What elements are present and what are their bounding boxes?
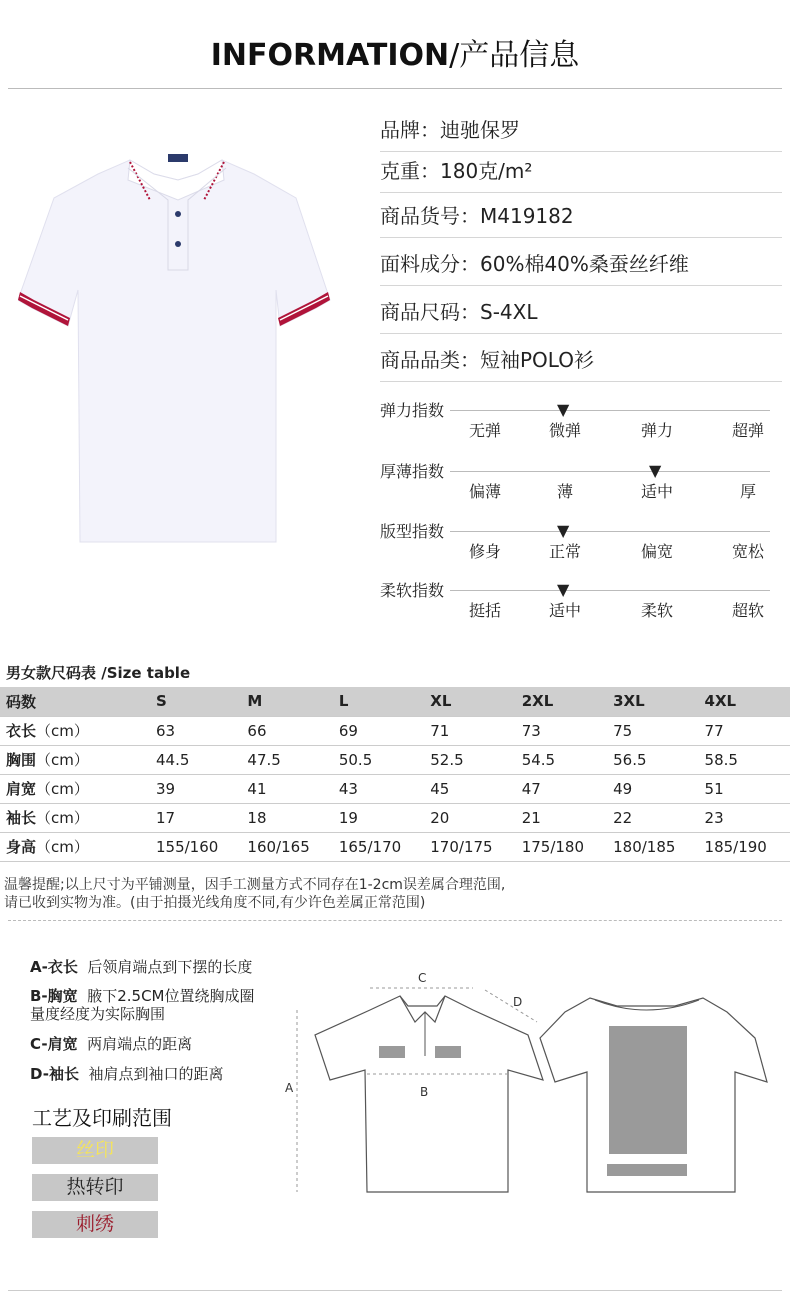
cell: 20 bbox=[424, 803, 515, 832]
spec-item-number: 商品货号：M419182 bbox=[380, 190, 782, 238]
index-option: 弹力 bbox=[640, 421, 673, 440]
cell: 165/170 bbox=[333, 832, 424, 861]
cell: 185/190 bbox=[699, 832, 790, 861]
size-table-header bbox=[0, 687, 790, 716]
cell: 41 bbox=[241, 774, 332, 803]
row-unit: （cm） bbox=[36, 780, 89, 798]
index-option: 偏薄 bbox=[468, 482, 501, 501]
cell: 50.5 bbox=[333, 745, 424, 774]
row-unit: （cm） bbox=[36, 751, 89, 769]
row-label: 身高 bbox=[6, 838, 37, 856]
cell: 175/180 bbox=[516, 832, 607, 861]
spec-weight: 克重：180克/m² bbox=[380, 145, 782, 193]
page-title: INFORMATION/产品信息 bbox=[210, 38, 580, 73]
index-label: 弹力指数 bbox=[380, 401, 445, 420]
row-label: 肩宽 bbox=[6, 780, 37, 798]
cell: 44.5 bbox=[150, 745, 241, 774]
cell: 47.5 bbox=[241, 745, 332, 774]
cell: 43 bbox=[333, 774, 424, 803]
cell: 39 bbox=[150, 774, 241, 803]
cell: 69 bbox=[333, 716, 424, 745]
index-option: 厚 bbox=[739, 482, 756, 501]
silk-print-area bbox=[379, 1046, 405, 1058]
index-option: 适中 bbox=[640, 482, 673, 501]
cell: 71 bbox=[424, 716, 515, 745]
section-divider bbox=[8, 920, 782, 921]
cell: 56.5 bbox=[607, 745, 698, 774]
cell: 18 bbox=[241, 803, 332, 832]
craft-title: 工艺及印刷范围 bbox=[32, 1106, 172, 1130]
label-a: A bbox=[285, 1081, 294, 1095]
row-label: 胸围 bbox=[6, 751, 37, 769]
index-option: 适中 bbox=[548, 601, 581, 620]
bottom-divider bbox=[8, 1290, 782, 1291]
index-marker-icon: ▼ bbox=[557, 521, 570, 540]
cell: 73 bbox=[516, 716, 607, 745]
cell: 160/165 bbox=[241, 832, 332, 861]
index-marker-icon: ▼ bbox=[557, 580, 570, 599]
index-label: 柔软指数 bbox=[380, 581, 445, 600]
size-col: M bbox=[241, 687, 332, 716]
definition-d: D-袖长 袖肩点到袖口的距离 bbox=[30, 1065, 224, 1083]
index-option: 超弹 bbox=[731, 421, 764, 440]
measurement-note-line2: 请已收到实物为准。(由于拍摄光线角度不同,有少许色差属正常范围) bbox=[4, 895, 426, 911]
table-row bbox=[0, 745, 790, 774]
size-col: 3XL bbox=[607, 687, 698, 716]
embroidery-area bbox=[607, 1164, 687, 1176]
size-table bbox=[0, 687, 790, 862]
cell: 54.5 bbox=[516, 745, 607, 774]
cell: 45 bbox=[424, 774, 515, 803]
index-option: 修身 bbox=[468, 542, 501, 561]
index-option: 挺括 bbox=[468, 601, 501, 620]
row-unit: （cm） bbox=[36, 809, 89, 827]
label-b: B bbox=[420, 1085, 429, 1099]
size-col: L bbox=[333, 687, 424, 716]
index-option: 超软 bbox=[731, 601, 764, 620]
definition-b-cont: 量度经度为实际胸围 bbox=[30, 1005, 166, 1023]
cell: 21 bbox=[516, 803, 607, 832]
measurement-diagram bbox=[275, 960, 780, 1200]
cell: 75 bbox=[607, 716, 698, 745]
table-row bbox=[0, 803, 790, 832]
cell: 49 bbox=[607, 774, 698, 803]
cell: 77 bbox=[699, 716, 790, 745]
cell: 19 bbox=[333, 803, 424, 832]
table-row bbox=[0, 716, 790, 745]
index-option: 微弹 bbox=[548, 421, 581, 440]
index-marker-icon: ▼ bbox=[649, 461, 662, 480]
label-d: D bbox=[513, 995, 523, 1009]
spec-size-range: 商品尺码：S-4XL bbox=[380, 286, 782, 334]
cell: 51 bbox=[699, 774, 790, 803]
index-scale-line bbox=[450, 471, 770, 472]
index-scale-line bbox=[450, 410, 770, 411]
cell: 52.5 bbox=[424, 745, 515, 774]
index-option: 薄 bbox=[556, 482, 573, 501]
product-polo-image bbox=[18, 140, 338, 550]
spec-fabric: 面料成分：60%棉40%桑蚕丝纤维 bbox=[380, 238, 782, 286]
table-row bbox=[0, 832, 790, 861]
cell: 23 bbox=[699, 803, 790, 832]
cell: 63 bbox=[150, 716, 241, 745]
size-col: XL bbox=[424, 687, 515, 716]
label-c: C bbox=[418, 971, 427, 985]
cell: 17 bbox=[150, 803, 241, 832]
size-col: S bbox=[150, 687, 241, 716]
title-divider bbox=[8, 88, 782, 89]
size-table-title: 男女款尺码表 /Size table bbox=[6, 664, 191, 682]
definition-b: B-胸宽 腋下2.5CM位置绕胸成圈 bbox=[30, 987, 255, 1005]
spec-category: 商品品类：短袖POLO衫 bbox=[380, 334, 782, 382]
index-option: 无弹 bbox=[468, 421, 501, 440]
craft-embroidery: 刺绣 bbox=[32, 1211, 158, 1238]
index-scale-line bbox=[450, 531, 770, 532]
craft-heat-transfer: 热转印 bbox=[32, 1174, 158, 1201]
cell: 58.5 bbox=[699, 745, 790, 774]
spec-brand: 品牌：迪驰保罗 bbox=[380, 104, 782, 152]
row-label: 衣长 bbox=[6, 722, 37, 740]
row-unit: （cm） bbox=[36, 722, 89, 740]
size-col: 4XL bbox=[699, 687, 790, 716]
cell: 170/175 bbox=[424, 832, 515, 861]
cell: 22 bbox=[607, 803, 698, 832]
craft-silk-print: 丝印 bbox=[32, 1137, 158, 1164]
cell: 180/185 bbox=[607, 832, 698, 861]
definition-c: C-肩宽 两肩端点的距离 bbox=[30, 1035, 193, 1053]
size-header-label: 码数 bbox=[0, 687, 150, 716]
cell: 47 bbox=[516, 774, 607, 803]
heat-transfer-area bbox=[609, 1026, 687, 1154]
cell: 155/160 bbox=[150, 832, 241, 861]
index-label: 厚薄指数 bbox=[380, 462, 445, 481]
index-option: 柔软 bbox=[640, 601, 673, 620]
index-option: 偏宽 bbox=[640, 542, 673, 561]
index-option: 正常 bbox=[548, 542, 581, 561]
cell: 66 bbox=[241, 716, 332, 745]
measurement-note-line1: 温馨提醒;以上尺寸为平铺测量，因手工测量方式不同存在1-2cm误差属合理范围, bbox=[4, 877, 506, 893]
index-marker-icon: ▼ bbox=[557, 400, 570, 419]
silk-print-area bbox=[435, 1046, 461, 1058]
row-label: 袖长 bbox=[6, 809, 37, 827]
index-label: 版型指数 bbox=[380, 522, 445, 541]
table-row bbox=[0, 774, 790, 803]
row-unit: （cm） bbox=[36, 838, 89, 856]
definition-a: A-衣长 后领肩端点到下摆的长度 bbox=[30, 958, 253, 976]
index-option: 宽松 bbox=[731, 542, 764, 561]
size-col: 2XL bbox=[516, 687, 607, 716]
index-scale-line bbox=[450, 590, 770, 591]
